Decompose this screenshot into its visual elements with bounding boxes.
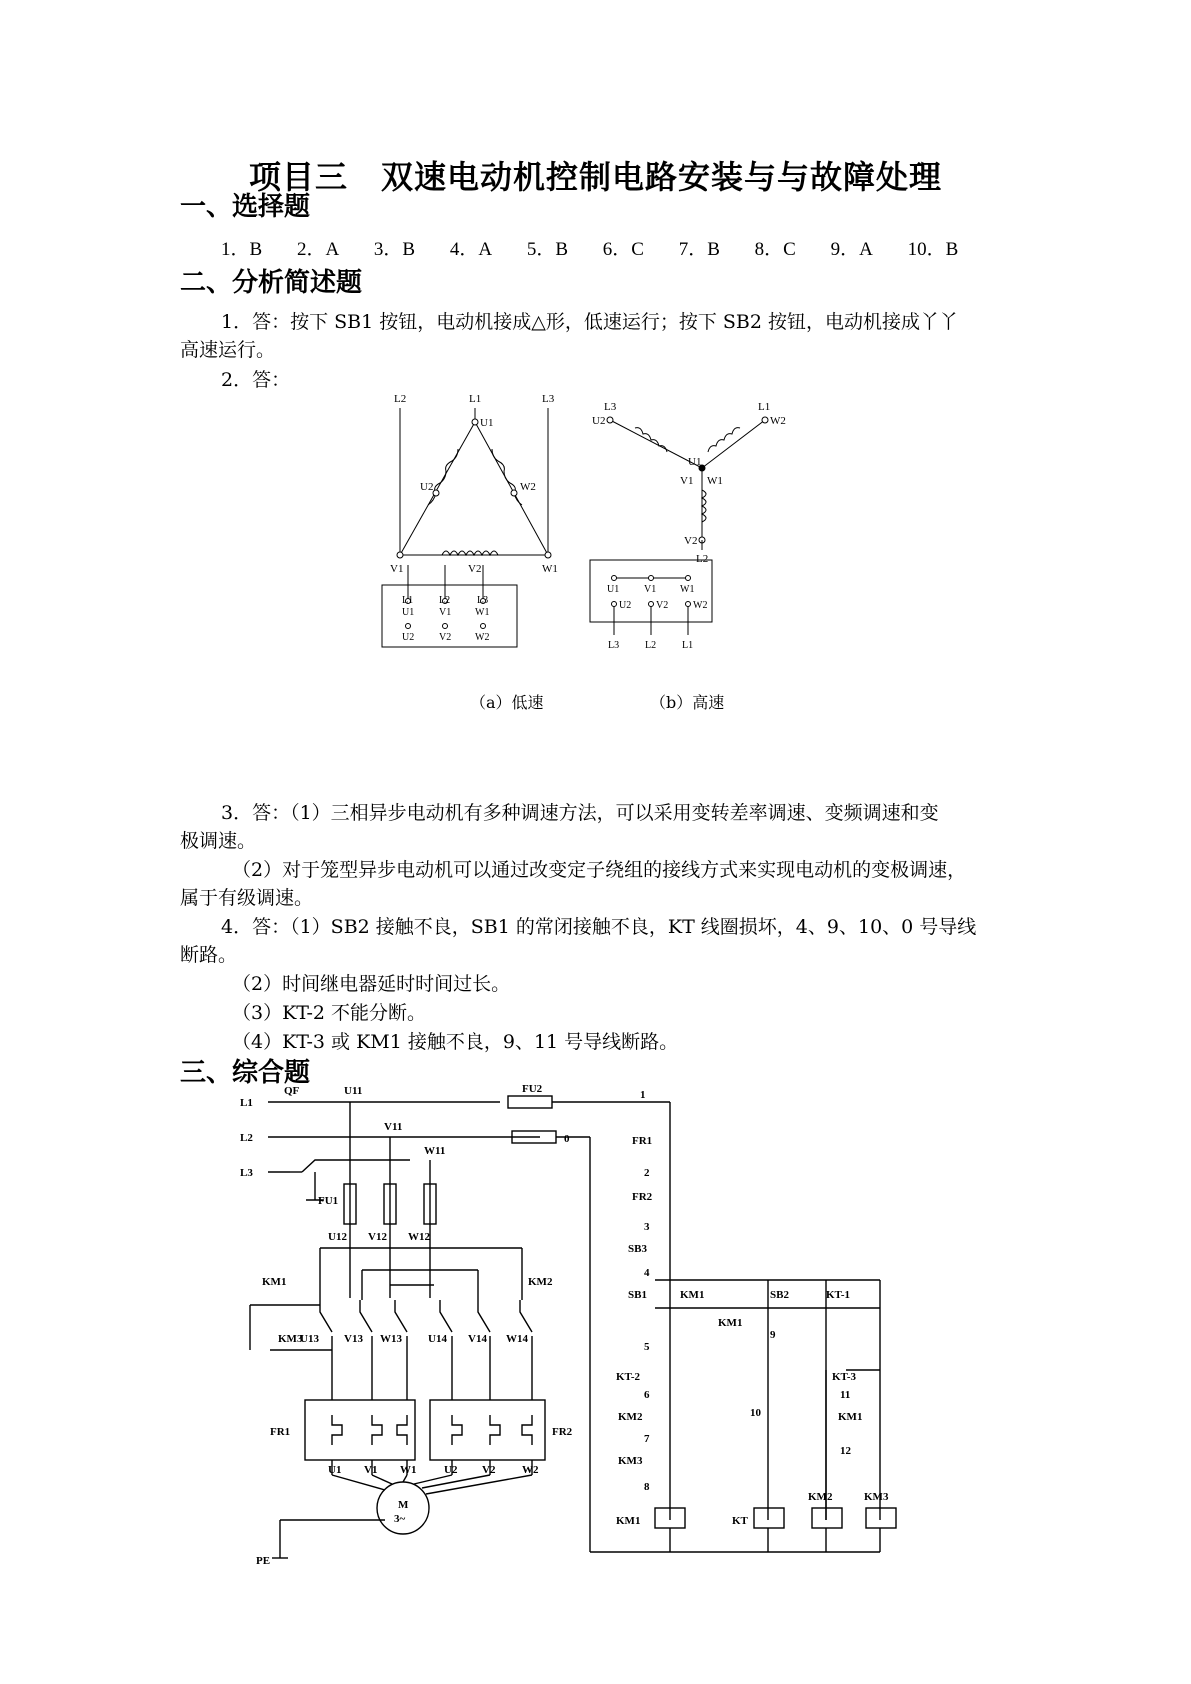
answer-1-line-1: 1．答：按下 SB1 按钮，电动机接成△形，低速运行；按下 SB2 按钮，电动机接成丫丫 bbox=[221, 311, 958, 333]
schematic-label: KM3 bbox=[618, 1455, 643, 1467]
schematic-label: 9 bbox=[770, 1329, 776, 1341]
diagram-label: L1 bbox=[758, 401, 771, 413]
diagram-label: U1 bbox=[402, 607, 415, 618]
schematic-label: L1 bbox=[240, 1097, 253, 1109]
diagram-label: W1 bbox=[542, 563, 558, 575]
schematic-label: KT-1 bbox=[826, 1289, 851, 1301]
answer-4-line-3: （2）时间继电器延时时间过长。 bbox=[232, 973, 511, 995]
schematic-label: W13 bbox=[380, 1333, 402, 1345]
schematic-label: KM1 bbox=[616, 1515, 641, 1527]
diagram-label: U2 bbox=[402, 632, 415, 643]
answer-4-line-2: 断路。 bbox=[180, 944, 238, 966]
schematic-label: U11 bbox=[344, 1085, 363, 1097]
schematic-label: KM3 bbox=[278, 1333, 303, 1345]
answer-item: 1．B bbox=[221, 239, 263, 260]
schematic-label: FR1 bbox=[270, 1426, 291, 1438]
answer-3-line-4: 属于有级调速。 bbox=[180, 887, 314, 909]
schematic-label: 8 bbox=[644, 1481, 650, 1493]
schematic-label: U12 bbox=[328, 1231, 347, 1243]
schematic-label: FR1 bbox=[632, 1135, 653, 1147]
answer-4-line-5: （4）KT-3 或 KM1 接触不良，9、11 号导线断路。 bbox=[232, 1031, 679, 1053]
diagram-label: W2 bbox=[770, 415, 786, 427]
answer-item: 6．C bbox=[602, 239, 644, 260]
schematic-label: KM2 bbox=[528, 1276, 553, 1288]
answer-3-line-2: 极调速。 bbox=[180, 830, 257, 852]
schematic-label: W1 bbox=[400, 1464, 417, 1476]
schematic-label: W2 bbox=[522, 1464, 539, 1476]
diagram-label: L3 bbox=[608, 640, 620, 651]
schematic-label: PE bbox=[256, 1555, 271, 1567]
answer-item: 4．A bbox=[449, 239, 493, 260]
diagram-label: W2 bbox=[475, 632, 490, 643]
diagram-label: L1 bbox=[469, 393, 482, 405]
answer-3-line-3: （2）对于笼型异步电动机可以通过改变定子绕组的接线方式来实现电动机的变极调速， bbox=[232, 859, 967, 881]
diagram-label: L2 bbox=[645, 640, 657, 651]
section-heading-analysis: 二、分析简述题 bbox=[180, 268, 363, 298]
section-heading-comprehensive: 三、综合题 bbox=[180, 1058, 311, 1088]
schematic-label: 10 bbox=[750, 1407, 761, 1419]
schematic-label: V11 bbox=[384, 1121, 403, 1133]
circuit-schematic bbox=[240, 1080, 920, 1570]
schematic-label: KM1 bbox=[262, 1276, 287, 1288]
answer-2-label: 2．答： bbox=[221, 369, 291, 391]
section-heading-choice: 一、选择题 bbox=[180, 192, 311, 222]
schematic-label: KT-2 bbox=[616, 1371, 641, 1383]
diagram-label: U1 bbox=[607, 584, 620, 595]
answer-1-line-2: 高速运行。 bbox=[180, 339, 276, 361]
diagram-label: V1 bbox=[680, 475, 694, 487]
schematic-label: SB1 bbox=[628, 1289, 647, 1301]
answer-item: 10．B bbox=[907, 239, 959, 260]
schematic-label: KM1 bbox=[718, 1317, 743, 1329]
answer-item: 9．A bbox=[830, 239, 873, 260]
diagram-label: V1 bbox=[439, 607, 452, 618]
schematic-label: KM1 bbox=[838, 1411, 863, 1423]
schematic-label: W11 bbox=[424, 1145, 446, 1157]
diagram-label: U1 bbox=[688, 456, 702, 468]
schematic-label: FU1 bbox=[318, 1195, 339, 1207]
answer-list bbox=[221, 234, 988, 261]
diagram-label: U2 bbox=[592, 415, 606, 427]
diagram-label: V1 bbox=[390, 563, 404, 575]
schematic-label: U13 bbox=[300, 1333, 319, 1345]
answer-item: 8．C bbox=[754, 239, 796, 260]
diagram-label: U1 bbox=[480, 417, 494, 429]
schematic-label: U14 bbox=[428, 1333, 447, 1345]
answer-item: 3．B bbox=[373, 239, 416, 260]
schematic-label: KT bbox=[732, 1515, 748, 1527]
schematic-label: 5 bbox=[644, 1341, 650, 1353]
schematic-label: V13 bbox=[344, 1333, 363, 1345]
diagram-label: W1 bbox=[707, 475, 723, 487]
schematic-label: U1 bbox=[328, 1464, 342, 1476]
schematic-label: V2 bbox=[482, 1464, 496, 1476]
caption-low-speed: （a）低速 bbox=[470, 693, 544, 710]
schematic-label: 7 bbox=[644, 1433, 650, 1445]
schematic-label: L3 bbox=[240, 1167, 253, 1179]
schematic-label: KM3 bbox=[864, 1491, 889, 1503]
schematic-label: V14 bbox=[468, 1333, 487, 1345]
schematic-label: V12 bbox=[368, 1231, 387, 1243]
schematic-label: U2 bbox=[444, 1464, 458, 1476]
schematic-label: V1 bbox=[364, 1464, 378, 1476]
answer-4-line-4: （3）KT-2 不能分断。 bbox=[232, 1002, 427, 1024]
schematic-label: FR2 bbox=[552, 1426, 573, 1438]
diagram-label: L2 bbox=[439, 595, 451, 606]
diagram-label: V2 bbox=[684, 535, 698, 547]
answer-item: 2．A bbox=[296, 239, 340, 260]
diagram-label: V1 bbox=[644, 584, 657, 595]
page-title: 项目三 双速电动机控制电路安装与与故障处理 bbox=[248, 158, 942, 196]
diagram-label: V2 bbox=[468, 563, 482, 575]
schematic-label: 4 bbox=[644, 1267, 650, 1279]
schematic-label: 2 bbox=[644, 1167, 650, 1179]
diagram-label: L3 bbox=[477, 595, 489, 606]
schematic-label: SB3 bbox=[628, 1243, 647, 1255]
schematic-label: M bbox=[398, 1499, 409, 1511]
schematic-label: W12 bbox=[408, 1231, 430, 1243]
diagram-label: V2 bbox=[439, 632, 452, 643]
diagram-label: L1 bbox=[682, 640, 694, 651]
schematic-label: 0 bbox=[564, 1133, 570, 1145]
schematic-label: KM2 bbox=[618, 1411, 643, 1423]
diagram-label: U2 bbox=[619, 600, 632, 611]
diagram-label: W2 bbox=[520, 481, 536, 493]
schematic-label: KT-3 bbox=[832, 1371, 857, 1383]
schematic-label: FU2 bbox=[522, 1083, 543, 1095]
answer-item: 5．B bbox=[526, 239, 569, 260]
schematic-label: 3 bbox=[644, 1221, 650, 1233]
diagram-label: L2 bbox=[696, 553, 709, 565]
schematic-label: KM2 bbox=[808, 1491, 833, 1503]
answer-4-line-1: 4．答：（1）SB2 接触不良，SB1 的常闭接触不良，KT 线圈损坏，4、9、10、0 号导线 bbox=[221, 916, 977, 938]
answer-item: 7．B bbox=[678, 239, 720, 260]
diagram-label: U2 bbox=[420, 481, 434, 493]
schematic-label: KM1 bbox=[680, 1289, 705, 1301]
diagram-label: W1 bbox=[680, 584, 695, 595]
diagram-label: W2 bbox=[693, 600, 708, 611]
schematic-label: 3~ bbox=[394, 1513, 406, 1525]
schematic-label: W14 bbox=[506, 1333, 528, 1345]
schematic-label: SB2 bbox=[770, 1289, 789, 1301]
schematic-label: 6 bbox=[644, 1389, 650, 1401]
diagram-label: L3 bbox=[542, 393, 555, 405]
schematic-label: 12 bbox=[840, 1445, 851, 1457]
answer-3-line-1: 3．答：（1）三相异步电动机有多种调速方法，可以采用变转差率调速、变频调速和变 bbox=[221, 802, 939, 824]
diagram-label: W1 bbox=[475, 607, 490, 618]
schematic-label: QF bbox=[284, 1085, 300, 1097]
winding-diagrams bbox=[380, 390, 840, 710]
diagram-label: L2 bbox=[394, 393, 407, 405]
caption-high-speed: （b）高速 bbox=[650, 693, 725, 710]
schematic-label: FR2 bbox=[632, 1191, 653, 1203]
schematic-label: 11 bbox=[840, 1389, 851, 1401]
diagram-label: L1 bbox=[402, 595, 414, 606]
schematic-label: 1 bbox=[640, 1089, 646, 1101]
diagram-label: V2 bbox=[656, 600, 669, 611]
schematic-label: L2 bbox=[240, 1132, 253, 1144]
diagram-label: L3 bbox=[604, 401, 617, 413]
